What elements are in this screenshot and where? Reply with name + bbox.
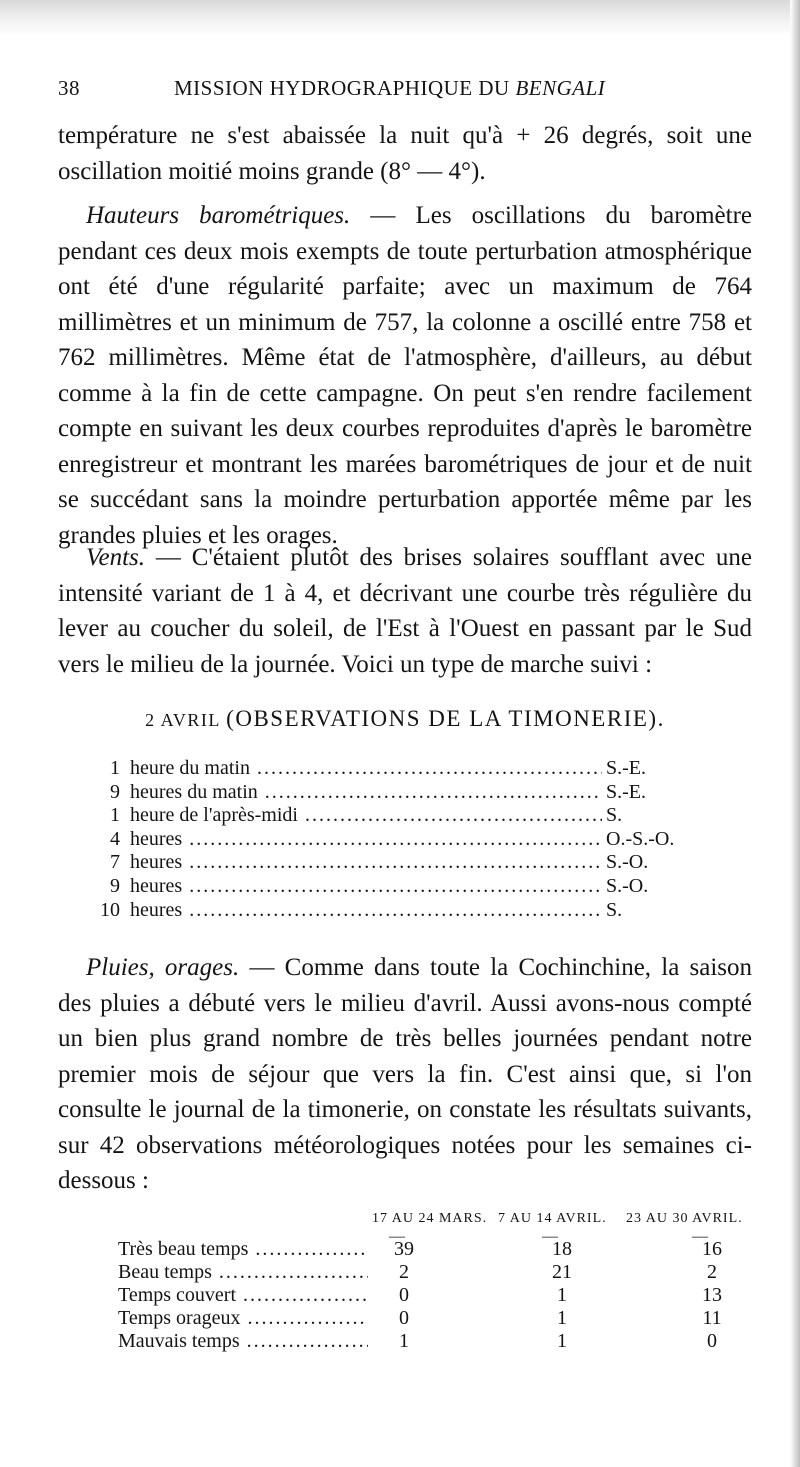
observation-direction: S. xyxy=(606,898,623,921)
observation-hour: 9 xyxy=(110,780,120,803)
observation-label: heures ..... xyxy=(130,851,602,875)
observation-label: heures du matin ..... xyxy=(130,781,602,805)
observation-row xyxy=(100,875,710,899)
weather-column-header: 7 AU 14 AVRIL. xyxy=(498,1211,607,1226)
weather-column-header: 23 AU 30 AVRIL. xyxy=(626,1211,743,1226)
weather-column-header: 17 AU 24 MARS. xyxy=(372,1211,488,1226)
paragraph-barometric xyxy=(58,198,752,553)
weather-label: Très beau temps ..... xyxy=(118,1238,368,1261)
weather-cell: 16 xyxy=(702,1238,722,1260)
observation-direction: S. xyxy=(606,804,623,827)
observation-direction: O.-S.-O. xyxy=(606,827,675,850)
weather-cell: 2 xyxy=(707,1261,717,1283)
paragraph-barometric-heading: Hauteurs barométriques. xyxy=(86,202,351,229)
page-number: 38 xyxy=(58,76,80,100)
observation-label: heures ..... xyxy=(130,899,602,923)
column-rule: — xyxy=(389,1228,405,1245)
weather-cell: 13 xyxy=(702,1284,722,1306)
weather-cell: 0 xyxy=(399,1307,409,1329)
wind-observations-list xyxy=(100,757,710,922)
page-right-shadow xyxy=(790,0,800,1467)
weather-cell: 39 xyxy=(394,1238,414,1260)
column-rule: — xyxy=(692,1228,708,1245)
paragraph-winds xyxy=(58,540,752,682)
observation-label: heure du matin ..... xyxy=(130,757,602,781)
column-rule: — xyxy=(542,1228,558,1245)
weather-label: Beau temps ..... xyxy=(118,1261,368,1284)
observations-title-date: 2 AVRIL xyxy=(145,710,221,730)
observation-direction: S.-E. xyxy=(606,780,646,803)
table-row xyxy=(118,1238,758,1261)
weather-table xyxy=(118,1238,758,1353)
running-title xyxy=(174,76,605,101)
observation-direction: S.-E. xyxy=(606,757,646,779)
observation-hour: 4 xyxy=(110,827,120,850)
observation-direction: S.-O. xyxy=(606,851,649,874)
observation-label: heures ..... xyxy=(130,828,602,852)
observation-hour: 7 xyxy=(110,851,120,874)
observation-label: heure de l'après-midi ..... xyxy=(130,804,602,828)
observation-hour: 9 xyxy=(110,874,120,897)
observation-row xyxy=(100,804,710,828)
observation-row xyxy=(100,757,710,781)
weather-cell: 18 xyxy=(552,1238,572,1260)
weather-cell: 0 xyxy=(707,1330,717,1352)
observation-row xyxy=(100,899,710,923)
observation-row xyxy=(100,781,710,805)
running-title-text: MISSION HYDROGRAPHIQUE DU xyxy=(174,76,510,100)
running-header xyxy=(58,76,750,106)
weather-cell: 2 xyxy=(399,1261,409,1283)
table-row xyxy=(118,1307,758,1330)
observation-hour: 10 xyxy=(100,898,120,921)
observations-title-source: (OBSERVATIONS DE LA TIMONERIE). xyxy=(226,706,665,731)
weather-cell: 21 xyxy=(552,1261,572,1283)
weather-cell: 1 xyxy=(557,1330,567,1352)
paragraph-winds-text: — C'étaient plutôt des brises solaires soufflant avec une intensité variant de 1 à 4, et décrivant une courbe très régulière du lever au coucher du soleil, de l'Est à l'Ouest en passant par le Sud vers le milieu de la journée. Voici un type de marche suivi : xyxy=(58,544,752,678)
weather-cell: 1 xyxy=(557,1307,567,1329)
observation-direction: S.-O. xyxy=(606,874,649,897)
weather-cell: 0 xyxy=(399,1284,409,1306)
observation-row xyxy=(100,828,710,852)
paragraph-rain-text: — Comme dans toute la Cochinchine, la saison des pluies a débuté vers le milieu d'avril. Aussi avons-nous compté un bien plus grand nombre de très belles journées pendant notre premier mois de séjour que vers la fin. C'est ainsi que, si l'on consulte le journal de la timonerie, on constate les résultats suivants, sur 42 observations météorologiques notées pour les semaines ci-dessous : xyxy=(58,954,752,1194)
weather-cell: 1 xyxy=(399,1330,409,1352)
paragraph-winds-heading: Vents. xyxy=(86,544,146,571)
table-row xyxy=(118,1284,758,1307)
page-top-shadow xyxy=(0,0,800,36)
paragraph-rain-heading: Pluies, orages. xyxy=(86,954,240,981)
paragraph-temperature-text: température ne s'est abaissée la nuit qu'à + 26 degrés, soit une oscillation moitié moins grande (8° — 4°). xyxy=(58,122,752,185)
observation-row xyxy=(100,851,710,875)
observation-hour: 1 xyxy=(110,757,120,779)
weather-label: Temps orageux ..... xyxy=(118,1307,368,1330)
table-row xyxy=(118,1330,758,1353)
table-row xyxy=(118,1261,758,1284)
running-title-ship: BENGALI xyxy=(515,76,606,100)
weather-label: Mauvais temps ..... xyxy=(118,1330,368,1353)
weather-cell: 1 xyxy=(557,1284,567,1306)
weather-cell: 11 xyxy=(702,1307,722,1329)
observations-title xyxy=(58,706,752,732)
paragraph-barometric-text: — Les oscillations du baromètre pendant ces deux mois exempts de toute perturbation atmosphérique ont été d'une régularité parfaite; avec un maximum de 764 millimètres et un minimum de 757, la colonne a oscillé entre 758 et 762 millimètres. Même état de l'atmosphère, d'ailleurs, au début comme à la fin de cette campagne. On peut s'en rendre facilement compte en suivant les deux courbes reproduites d'après le baromètre enregistreur et montrant les marées barométriques de jour et de nuit se succédant sans la moindre perturbation apportée même par les grandes pluies et les orages. xyxy=(58,202,753,549)
observation-hour: 1 xyxy=(110,804,120,827)
weather-table-header xyxy=(58,1211,758,1231)
weather-label: Temps couvert ..... xyxy=(118,1284,368,1307)
observation-label: heures ..... xyxy=(130,875,602,899)
paragraph-temperature xyxy=(58,118,752,189)
paragraph-rain xyxy=(58,950,752,1199)
